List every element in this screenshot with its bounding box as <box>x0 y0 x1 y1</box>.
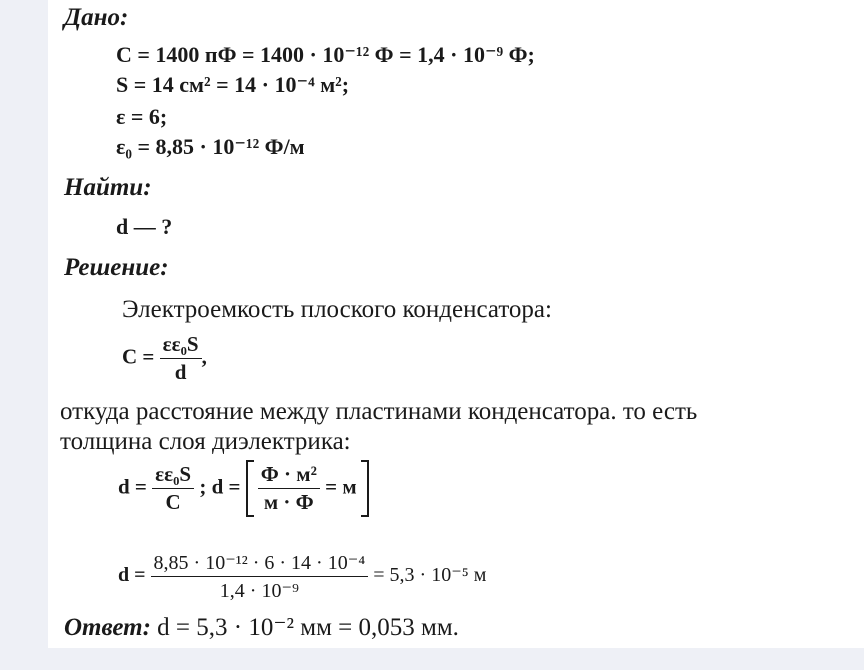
given-capacitance: C = 1400 пФ = 1400 · 10⁻¹² Ф = 1,4 · 10⁻⁹ Ф; <box>116 42 535 67</box>
d-formula-denominator: C <box>165 490 181 514</box>
calc-result: = 5,3 · 10⁻⁵ м <box>373 564 487 587</box>
d-formula-separator: ; d = <box>199 474 241 499</box>
calc-lhs: d = <box>118 564 146 587</box>
unit-bracket <box>246 460 369 517</box>
document-page <box>48 0 864 648</box>
formula-numerator: εε₀S <box>160 332 202 359</box>
calc-denominator: 1,4 · 10⁻⁹ <box>219 580 299 602</box>
unit-equals: = м <box>325 474 357 499</box>
given-heading: Дано: <box>64 4 129 31</box>
calc-fraction <box>151 550 369 603</box>
formula-fraction <box>160 332 202 385</box>
unit-denominator: м · Ф <box>263 490 314 514</box>
calculation <box>118 550 486 603</box>
solution-text-line1: откуда расстояние между пластинами конденсатора. то есть <box>60 398 698 425</box>
solution-text-line2: толщина слоя диэлектрика: <box>60 428 351 455</box>
distance-formula <box>118 460 369 517</box>
formula-tail: , <box>201 344 207 369</box>
calc-numerator: 8,85 · 10⁻¹² · 6 · 14 · 10⁻⁴ <box>151 550 369 577</box>
unit-numerator: Ф · м² <box>258 462 320 489</box>
find-heading: Найти: <box>64 174 152 201</box>
given-area: S = 14 см² = 14 · 10⁻⁴ м²; <box>116 72 350 97</box>
solution-heading: Решение: <box>64 254 169 281</box>
answer-value: d = 5,3 · 10⁻² мм = 0,053 мм. <box>157 614 459 641</box>
formula-lhs: C = <box>122 344 155 369</box>
solution-intro: Электроемкость плоского конденсатора: <box>122 296 552 323</box>
d-formula-fraction <box>152 462 194 515</box>
unit-fraction <box>258 462 320 515</box>
capacitance-formula <box>122 332 207 385</box>
answer <box>64 612 459 642</box>
answer-label: Ответ: <box>64 614 151 641</box>
formula-denominator: d <box>174 360 187 384</box>
given-epsilon: ε = 6; <box>116 104 168 129</box>
d-formula-lhs: d = <box>118 474 147 499</box>
given-epsilon0: ε₀ = 8,85 · 10⁻¹² Ф/м <box>116 134 305 159</box>
find-unknown: d — ? <box>116 214 173 239</box>
d-formula-numerator: εε₀S <box>152 462 194 489</box>
